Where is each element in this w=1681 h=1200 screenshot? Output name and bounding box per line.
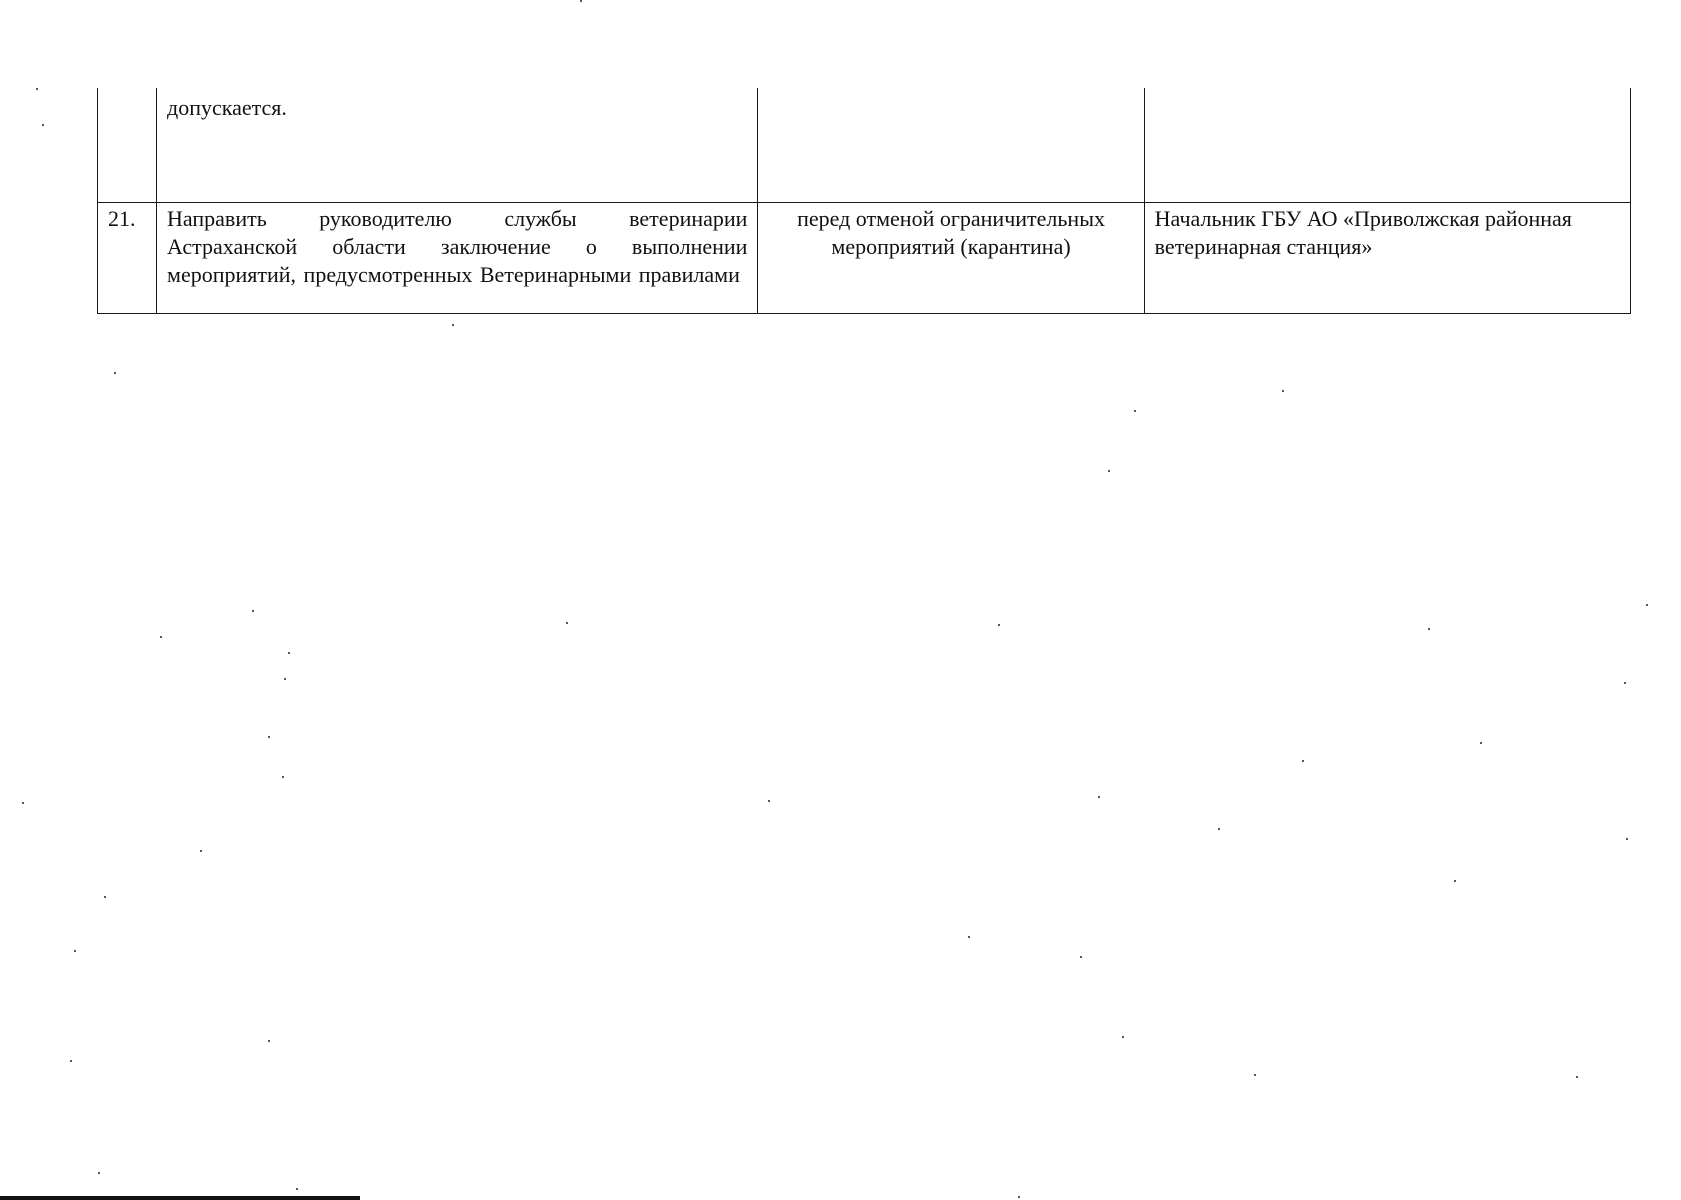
scan-speck: [1626, 838, 1628, 840]
scan-speck: [1134, 410, 1136, 412]
scan-speck: [1018, 1196, 1020, 1198]
scan-speck: [1624, 682, 1626, 684]
row-number-cell: [98, 88, 157, 203]
scan-speck: [768, 800, 770, 802]
scan-speck: [1108, 470, 1110, 472]
scan-speck: [114, 372, 116, 374]
scan-speck: [998, 624, 1000, 626]
scan-speck: [1646, 604, 1648, 606]
scan-speck: [42, 124, 44, 126]
scan-speck: [268, 1040, 270, 1042]
scan-speck: [1098, 796, 1100, 798]
scan-speck: [70, 1060, 72, 1062]
row-responsible-cell: Начальник ГБУ АО «Приволжская районная ветеринарная станция»: [1144, 203, 1630, 314]
scan-speck: [104, 896, 106, 898]
row-deadline-cell: перед отменой ограничительных мероприятий (карантина): [758, 203, 1144, 314]
scan-edge-bar: [0, 1196, 360, 1200]
scan-speck: [288, 652, 290, 654]
scan-speck: [452, 324, 454, 326]
scan-speck: [74, 950, 76, 952]
scan-speck: [160, 636, 162, 638]
table-row: [98, 88, 1631, 203]
scan-speck: [252, 610, 254, 612]
scan-speck: [1302, 760, 1304, 762]
scan-speck: [968, 936, 970, 938]
scan-speck: [22, 802, 24, 804]
scan-speck: [580, 0, 582, 2]
row-responsible-cell: [1144, 88, 1630, 203]
scan-speck: [1454, 880, 1456, 882]
scan-speck: [1218, 828, 1220, 830]
measures-table: [97, 88, 1631, 314]
row-description-text: Направить руководителю службы ветеринарии Астраханской области заключение о выполнении мероприятий, предусмотренных Ветеринарными правилами: [167, 206, 748, 287]
row-description-cell: [157, 203, 758, 314]
scan-speck: [1254, 1074, 1256, 1076]
scan-speck: [566, 622, 568, 624]
scan-speck: [98, 1172, 100, 1174]
scan-speck: [284, 678, 286, 680]
scan-speck: [1480, 742, 1482, 744]
scan-speck: [282, 776, 284, 778]
scan-speck: [268, 736, 270, 738]
row-deadline-cell: [758, 88, 1144, 203]
scan-speck: [200, 850, 202, 852]
scan-speck: [36, 88, 38, 90]
scan-speck: [296, 1188, 298, 1190]
row-number-cell: 21.: [98, 203, 157, 314]
scan-speck: [1080, 956, 1082, 958]
row-description-text: допускается.: [167, 95, 287, 120]
table-row: [98, 203, 1631, 314]
scan-speck: [1282, 390, 1284, 392]
row-description-cell: [157, 88, 758, 203]
scan-speck: [1122, 1036, 1124, 1038]
scan-speck: [1428, 628, 1430, 630]
scan-speck: [1576, 1076, 1578, 1078]
